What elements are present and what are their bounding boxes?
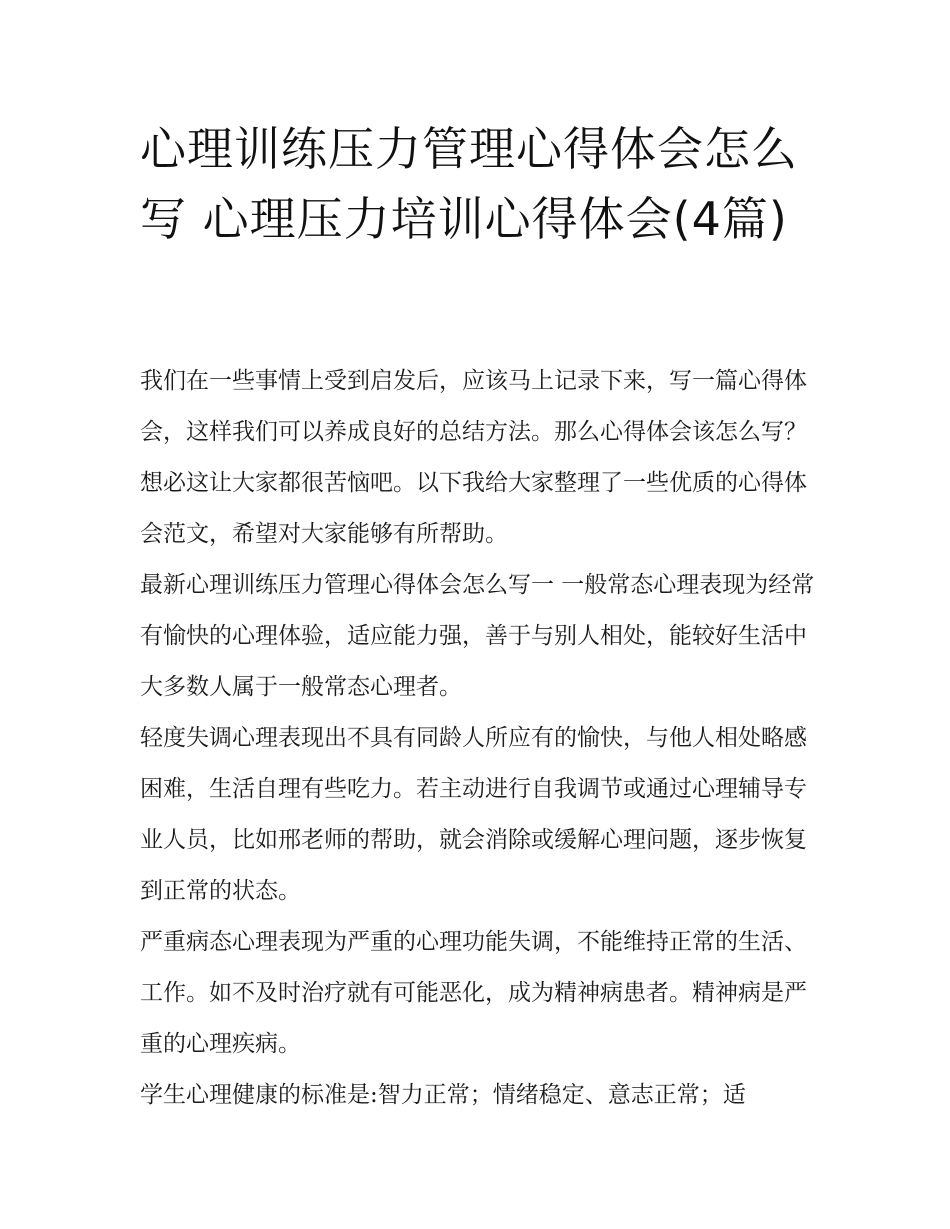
document-body (140, 356, 820, 1121)
document-title: 心理训练压力管理心得体会怎么写 心理压力培训心得体会(4篇) (140, 122, 798, 246)
paragraph-severe-disorder: 严重病态心理表现为严重的心理功能失调，不能维持正常的生活、工作。如不及时治疗就有可能恶化，成为精神病患者。精神病是严重的心理疾病。 (140, 929, 807, 1057)
paragraph-intro: 我们在一些事情上受到启发后，应该马上记录下来，写一篇心得体会，这样我们可以养成良好的总结方法。那么心得体会该怎么写？想必这让大家都很苦恼吧。以下我给大家整理了一些优质的心得体会范文，希望对大家能够有所帮助。 (140, 368, 807, 547)
paragraph-health-standards: 学生心理健康的标准是:智力正常；情绪稳定、意志正常；适 (140, 1082, 746, 1108)
paragraph-mild-disorder: 轻度失调心理表现出不具有同龄人所应有的愉快，与他人相处略感困难，生活自理有些吃力。若主动进行自我调节或通过心理辅导专业人员，比如邢老师的帮助，就会消除或缓解心理问题，逐步恢复到正常的状态。 (140, 725, 807, 904)
paragraph-normal-state: 最新心理训练压力管理心得体会怎么写一 一般常态心理表现为经常有愉快的心理体验，适应能力强，善于与别人相处，能较好生活中大多数人属于一般常态心理者。 (140, 572, 815, 700)
